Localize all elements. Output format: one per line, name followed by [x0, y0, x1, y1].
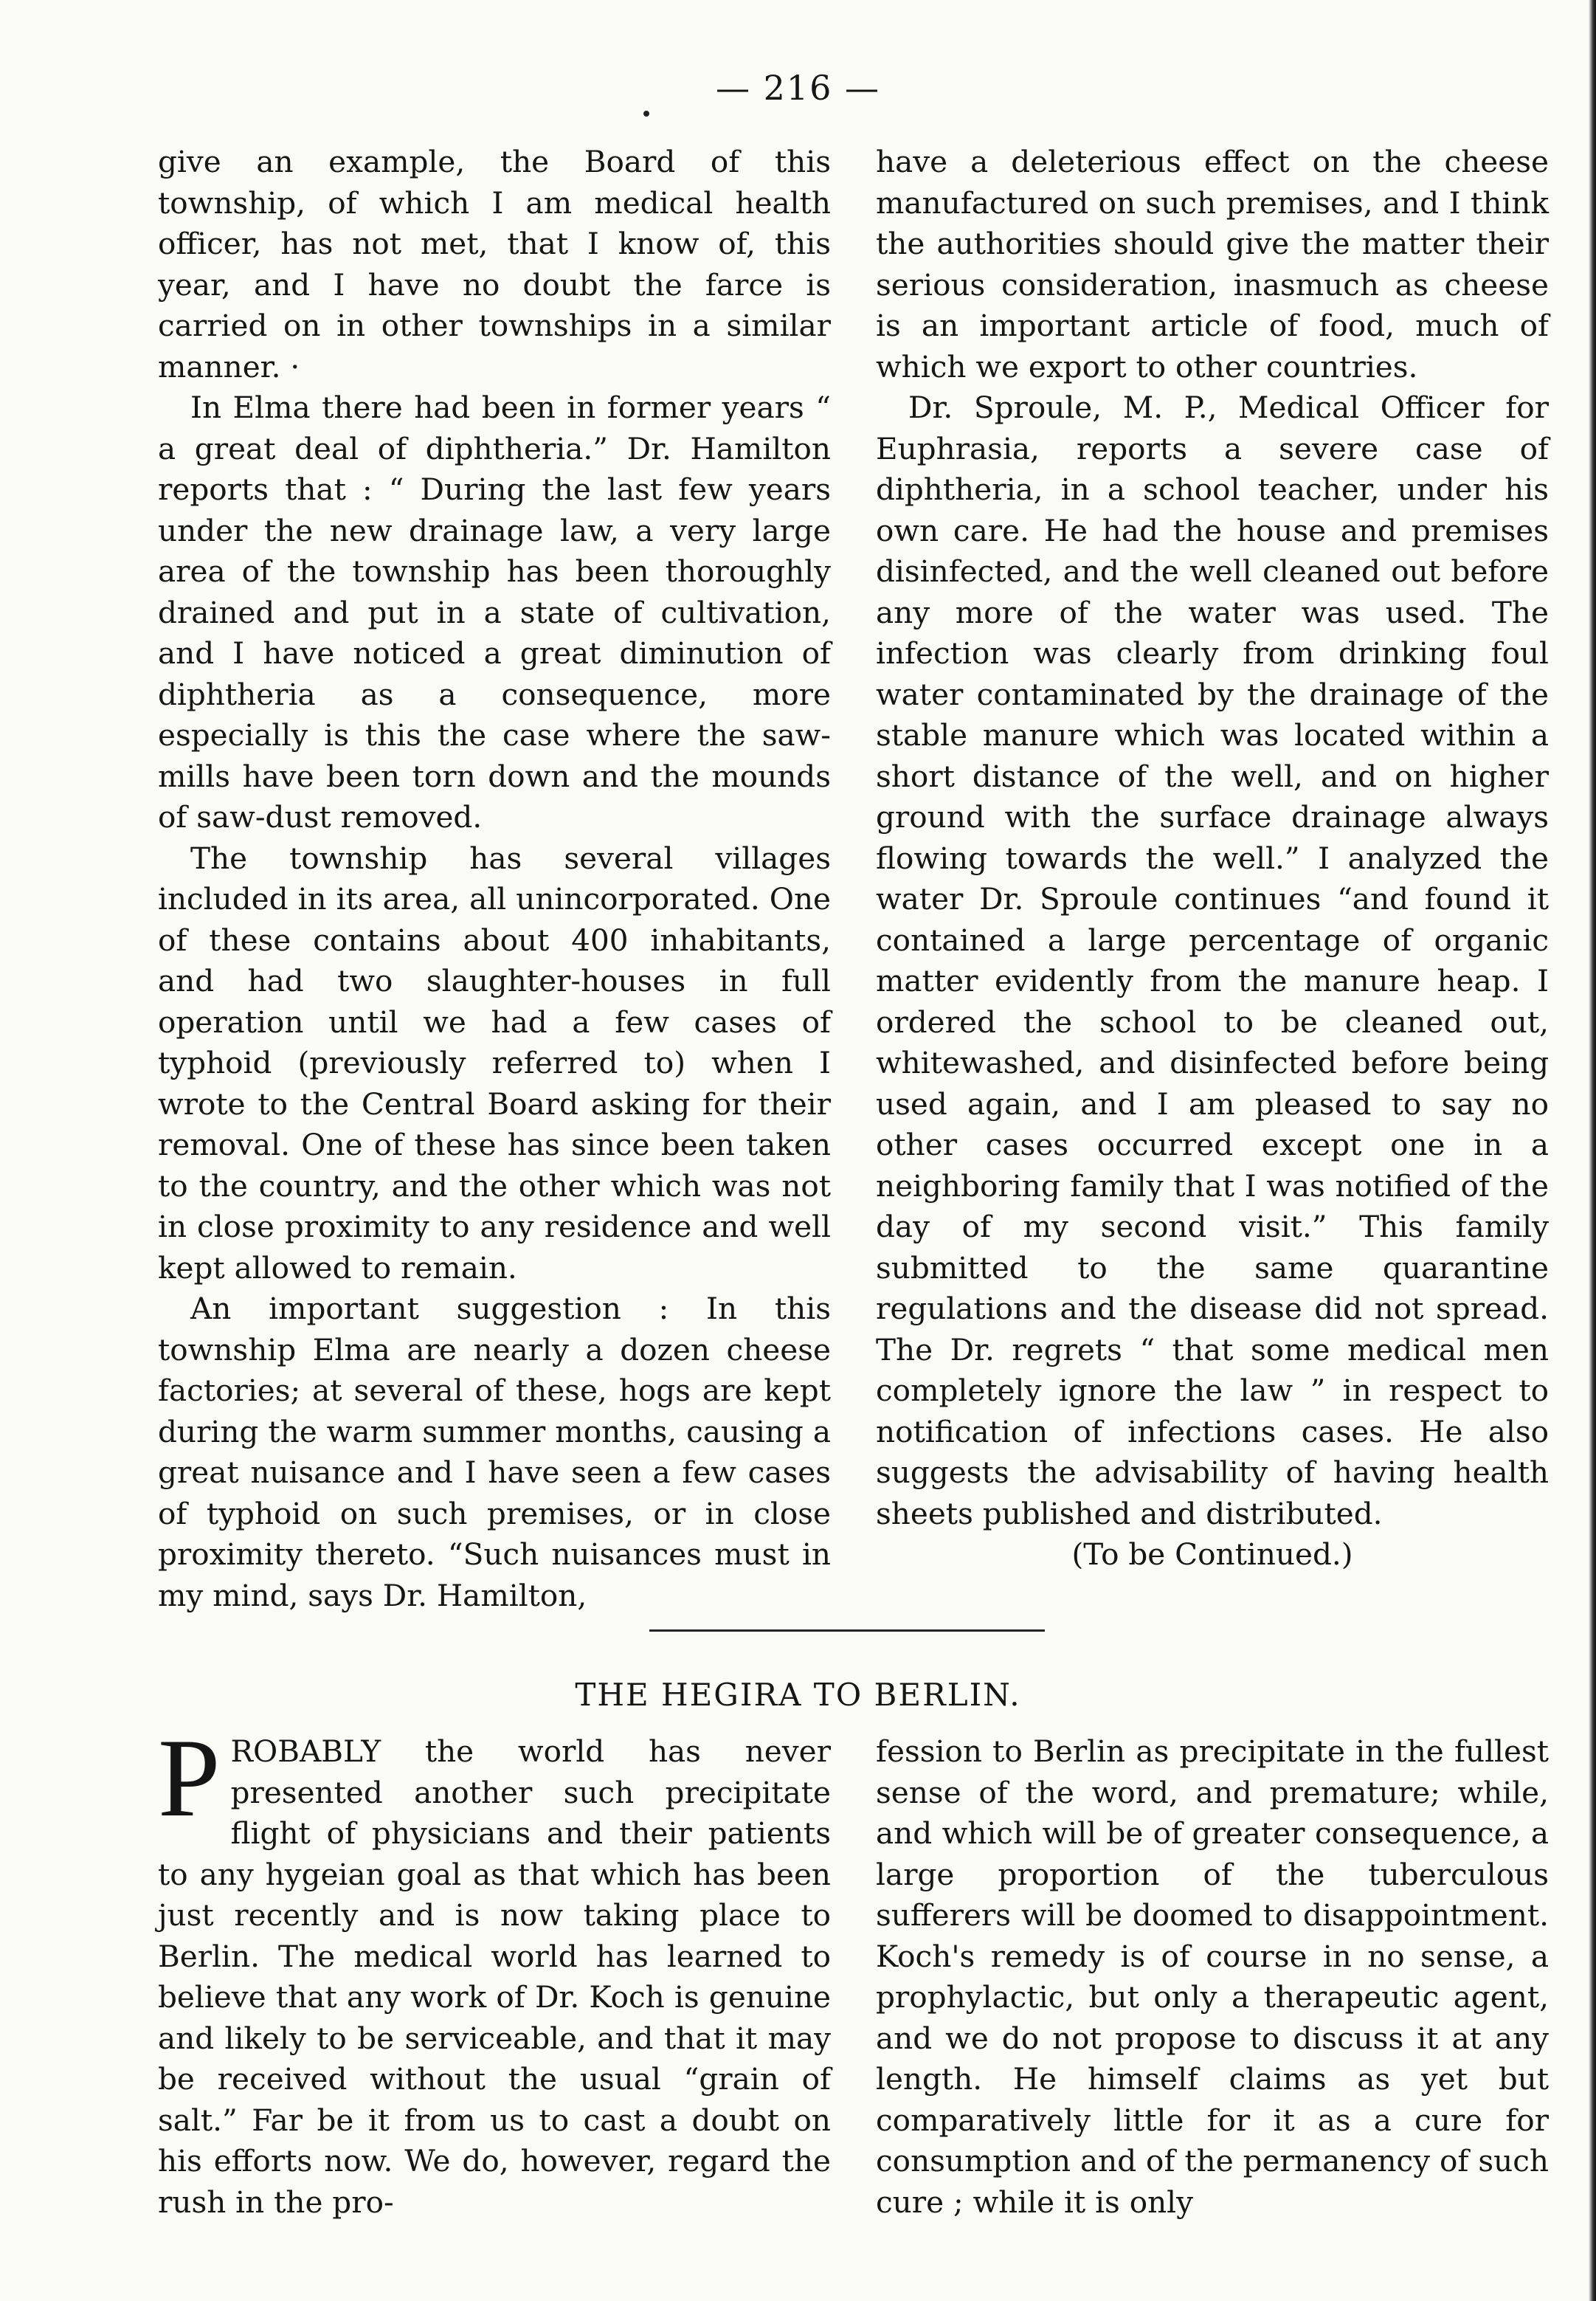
paragraph: give an example, the Board of this township, of which I am medical health officer, has not met, that I know of, this year, and I have no doubt the farce is carried on in other townships in a similar manner. · [158, 144, 831, 384]
top-right-column [876, 142, 1549, 1576]
paragraph: The township has several villages included in its area, all unincorporated. One of these contains about 400 inhabitants, and had two slaughter-houses in full operation until we had a few cases of typhoid (previously referred to) when I wrote to the Central Board asking for their removal. One of these has since been taken to the country, and the other which was not in close proximity to any residence and well kept allowed to remain. [158, 840, 831, 1286]
paragraph-text: ROBABLY the world has never presented another such precipitate flight of physicians and their patients to any hygeian goal as that which has been just recently and is now taking place to Berlin. The medical world has learned to believe that any work of Dr. Koch is genuine and likely to be serviceable, and that it may be received without the usual “grain of salt.” Far be it from us to cast a doubt on his efforts now. We do, however, regard the rush in the pro- [158, 1733, 831, 2220]
drop-cap: P [158, 1716, 221, 1840]
ink-speck [643, 111, 649, 117]
top-left-column [158, 142, 831, 1616]
section-divider [649, 1629, 1045, 1632]
paragraph: Dr. Sproule, M. P., Medical Officer for Euphrasia, reports a severe case of diphtheria, in a school teacher, under his own care. He had the house and premises disinfected, and the well cleaned out before any more of the water was used. The infection was clearly from drinking foul water contaminated by the drainage of the stable manure which was located within a short distance of the well, and on higher ground with the surface drainage always flowing towards the well.” I analyzed the water Dr. Sproule continues “and found it contained a large percentage of organic matter evidently from the manure heap. I ordered the school to be cleaned out, whitewashed, and disinfected before being used again, and I am pleased to say no other cases occurred except one in a neighboring family that I was notified of the day of my second visit.” This family submitted to the same quarantine regulations and the disease did not spread. The Dr. regrets “ that some medical men completely ignore the law ” in respect to notification of infections cases. He also suggests the advisability of having health sheets published and distributed. [876, 390, 1549, 1531]
paragraph [158, 1716, 831, 2223]
page-edge [1589, 0, 1596, 2301]
paragraph: An important suggestion : In this township Elma are nearly a dozen cheese factories; at several of these, hogs are kept during the warm summer months, causing a great nuisance and I have seen a few cases of typhoid on such premises, or in close proximity thereto. “Such nuisances must in my mind, says Dr. Hamilton, [158, 1291, 831, 1613]
paragraph: fession to Berlin as precipitate in the fullest sense of the word, and premature; while, and which will be of greater consequence, a large proportion of the tuberculous sufferers will be doomed to disappointment. Koch's remedy is of course in no sense, a prophylactic, but only a therapeutic agent, and we do not propose to discuss it at any length. He himself claims as yet but comparatively little for it as a cure for consumption and of the permanency of such cure ; while it is only [876, 1733, 1549, 2220]
paragraph: In Elma there had been in former years “ a great deal of diphtheria.” Dr. Hamilton reports that : “ During the last few years under the new drainage law, a very large area of the township has been thoroughly drained and put in a state of cultivation, and I have noticed a great diminution of diphtheria as a consequence, more especially is this the case where the saw-mills have been torn down and the mounds of saw-dust removed. [158, 390, 831, 835]
paragraph: have a deleterious effect on the cheese manufactured on such premises, and I think the authorities should give the matter their serious consideration, inasmuch as cheese is an important article of food, much of which we export to other countries. [876, 144, 1549, 384]
article-title: THE HEGIRA TO BERLIN. [575, 1677, 1021, 1713]
bottom-left-column [158, 1716, 831, 2223]
bottom-right-column [876, 1731, 1549, 2223]
page-number: — 216 — [715, 68, 881, 108]
to-be-continued-note: (To be Continued.) [1071, 1536, 1353, 1572]
